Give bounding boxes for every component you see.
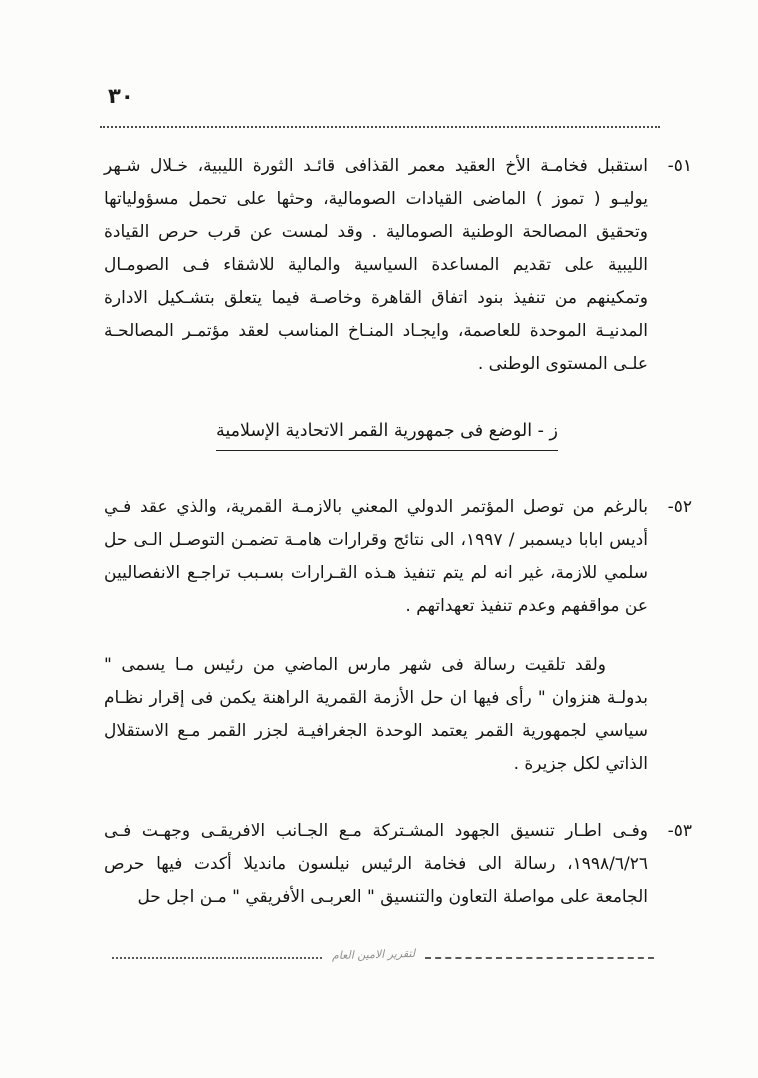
paragraph-51-text: استقبل فخامـة الأخ العقيد معمر القذافى قائـد الثورة الليبية، خـلال شـهر يوليـو ( تموز ) الماضى القيادات الصومالية، وحثها على تحمل مسؤولياتها وتحقيق المصالحة الوطنية الصومالية . وقد لمست عن قرب حرص القيادة الليبية على تقديم المساعدة السياسية والمالية للاشقاء فـى الصومـال وتمكينهم من تنفيذ بنود اتفاق القاهرة وخاصـة فيما يتعلق بتشـكيل الادارة المدنيـة الموحدة للعاصمة، وايجـاد المنـاخ المناسب لعقد مؤتمـر المصالحـة علـى المستوى الوطنى . xyxy=(104,156,648,374)
section-heading: ز - الوضع فى جمهورية القمر الاتحادية الإسلامية xyxy=(216,418,558,451)
footer-rule xyxy=(112,948,654,967)
section-heading-row xyxy=(104,415,558,451)
paragraph-52-text: بالرغم من توصل المؤتمر الدولي المعني بالازمـة القمرية، والذي عقد فـي أديس ابابا ديسمبر / ١٩٩٧، الى نتائج وقرارات هامـة تضمـن التوصـل الـى حل سلمي للازمة، غير انه لم يتم تنفيذ هـذه القـرارات بسـبب تراجـع الانفصاليين عن مواقفهم وعدم تنفيذ تعهداتهم . xyxy=(104,497,648,616)
paragraph-52-continued xyxy=(104,649,648,781)
paragraph-53 xyxy=(104,815,692,914)
paragraph-51 xyxy=(104,150,692,381)
page-number: ٣٠ xyxy=(108,84,134,108)
footer-dotted-segment xyxy=(112,957,322,959)
paragraph-51-marker: ٥١- xyxy=(667,156,692,176)
top-divider xyxy=(100,126,660,128)
paragraph-53-marker: ٥٣- xyxy=(667,821,692,841)
paragraph-52-marker: ٥٢- xyxy=(667,497,692,517)
paragraph-52-continued-text: ولقد تلقيت رسالة فى شهر مارس الماضي من رئيس مـا يسمى " بدولـة هنزوان " رأى فيها ان حل الأزمة القمرية الراهنة يكمن فى إقرار نظـام سياسي لجمهورية القمر يعتمد الوحدة الجغرافيـة لجزر القمر مـع الاستقلال الذاتي لكل جزيرة . xyxy=(104,655,648,774)
footer-dashed-segment xyxy=(425,957,654,959)
paragraph-52 xyxy=(104,491,692,623)
handwritten-note: لتقرير الامين العام xyxy=(331,946,416,963)
document-body xyxy=(104,150,692,914)
paragraph-53-text: وفـى اطـار تنسيق الجهود المشـتركة مـع الجـانب الافريقـى وجهـت فـى ١٩٩٨/٦/٢٦، رسالة الى فخامة الرئيس نيلسون مانديلا أكدت فيها حرص الجامعة على مواصلة التعاون والتنسيق " العربـى الأفريقي " مـن اجل حل xyxy=(104,821,648,907)
